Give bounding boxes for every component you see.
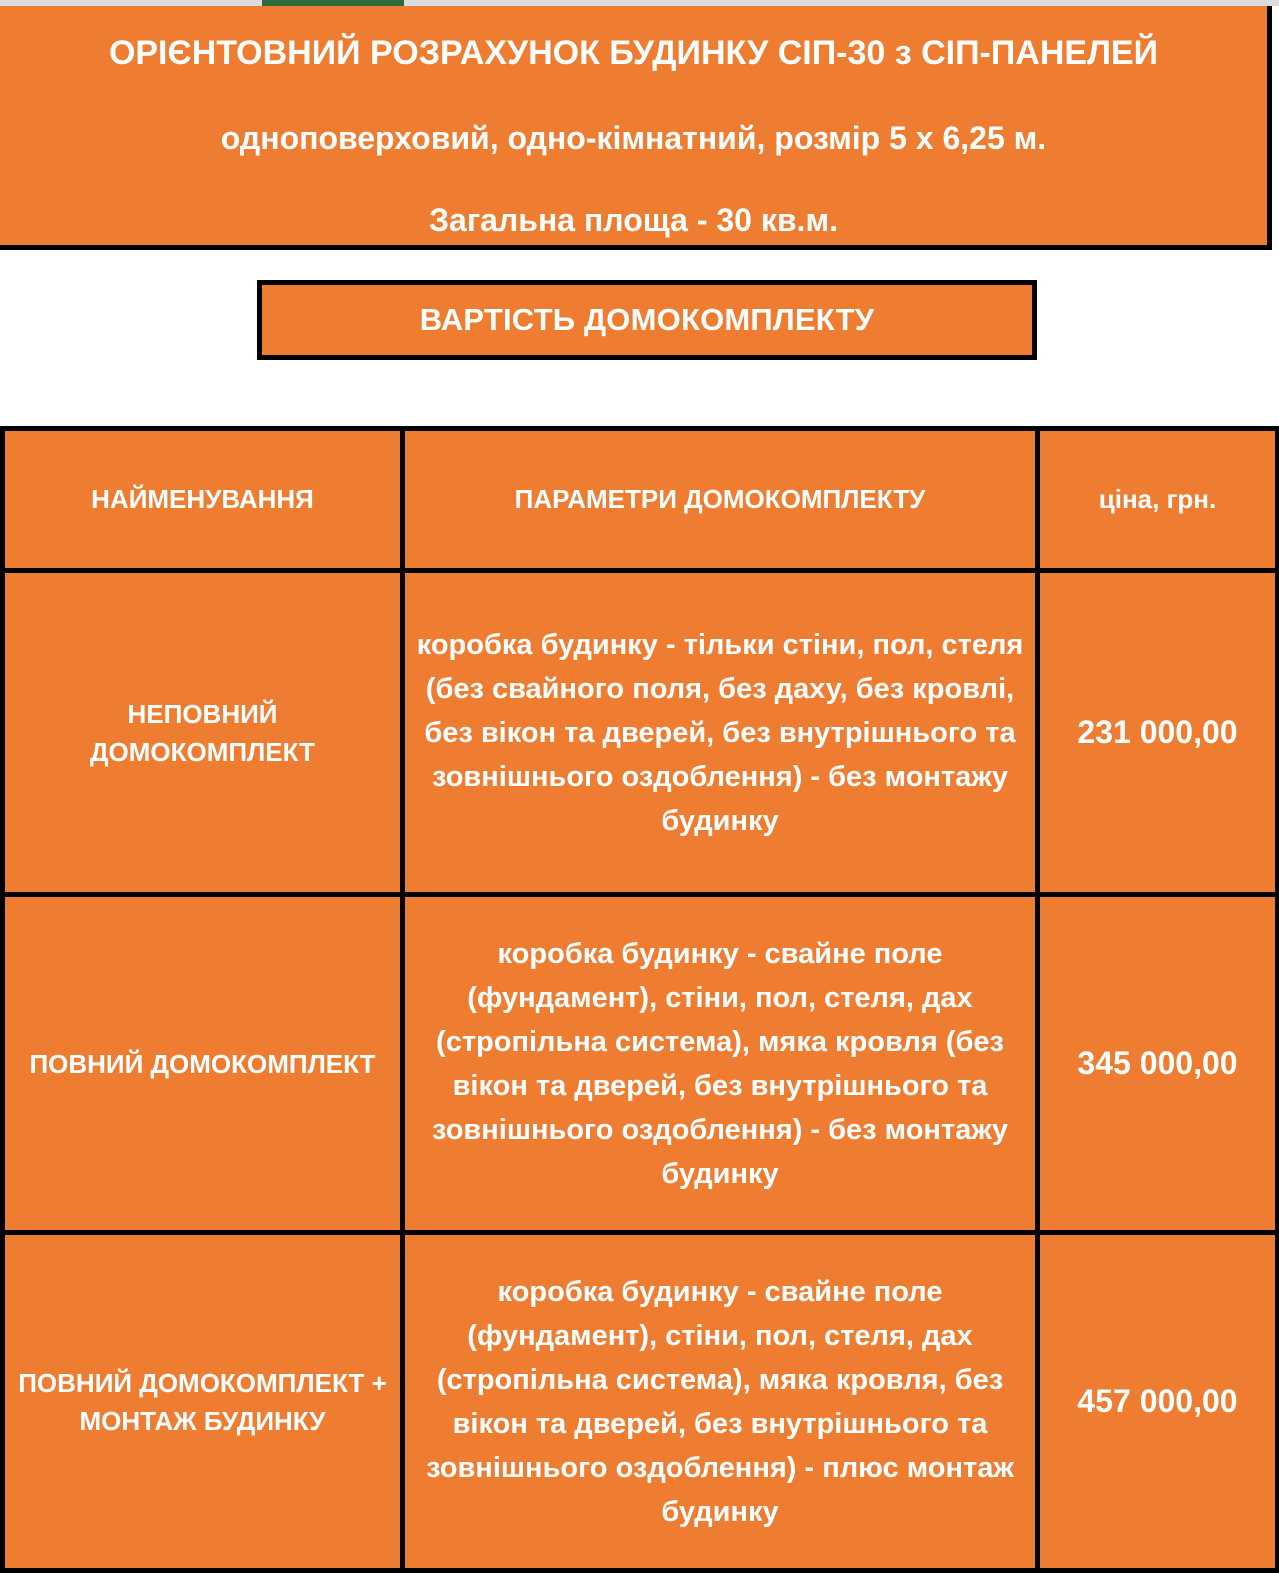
table-row	[3, 1233, 1278, 1571]
row-params: коробка будинку - свайне поле (фундамент), стіни, пол, стеля, дах (стропільна система), мяка кровля (без вікон та дверей, без внутрішнього та зовнішнього оздоблення) - без монтажу будинку	[403, 895, 1038, 1233]
section-title: ВАРТІСТЬ ДОМОКОМПЛЕКТУ	[257, 280, 1037, 360]
row-price: 231 000,00	[1038, 571, 1278, 895]
header-subtitle: одноповерховий, одно-кімнатний, розмір 5 х 6,25 м.	[220, 120, 1047, 156]
header-title: ОРІЄНТОВНИЙ РОЗРАХУНОК БУДИНКУ СІП-30 з СІП-ПАНЕЛЕЙ	[108, 34, 1159, 72]
column-header-price: ціна, грн.	[1038, 429, 1278, 571]
table-header-row	[3, 429, 1278, 571]
row-params: коробка будинку - тільки стіни, пол, стеля (без свайного поля, без даху, без кровлі, без вікон та дверей, без внутрішнього та зовнішнього оздоблення) - без монтажу будинку	[403, 571, 1038, 895]
header-area: Загальна площа - 30 кв.м.	[428, 202, 838, 238]
column-header-params: ПАРАМЕТРИ ДОМОКОМПЛЕКТУ	[403, 429, 1038, 571]
row-name: ПОВНИЙ ДОМОКОМПЛЕКТ + МОНТАЖ БУДИНКУ	[3, 1233, 403, 1571]
price-table	[0, 426, 1279, 1573]
row-price: 457 000,00	[1038, 1233, 1278, 1571]
table-row	[3, 571, 1278, 895]
row-name: ПОВНИЙ ДОМОКОМПЛЕКТ	[3, 895, 403, 1233]
row-name: НЕПОВНИЙ ДОМОКОМПЛЕКТ	[3, 571, 403, 895]
row-params: коробка будинку - свайне поле (фундамент), стіни, пол, стеля, дах (стропільна система), мяка кровля, без вікон та дверей, без внутрішнього та зовнішнього оздоблення) - плюс монтаж будинку	[403, 1233, 1038, 1571]
row-price: 345 000,00	[1038, 895, 1278, 1233]
header-box	[0, 6, 1272, 250]
column-header-name: НАЙМЕНУВАННЯ	[3, 429, 403, 571]
table-row	[3, 895, 1278, 1233]
